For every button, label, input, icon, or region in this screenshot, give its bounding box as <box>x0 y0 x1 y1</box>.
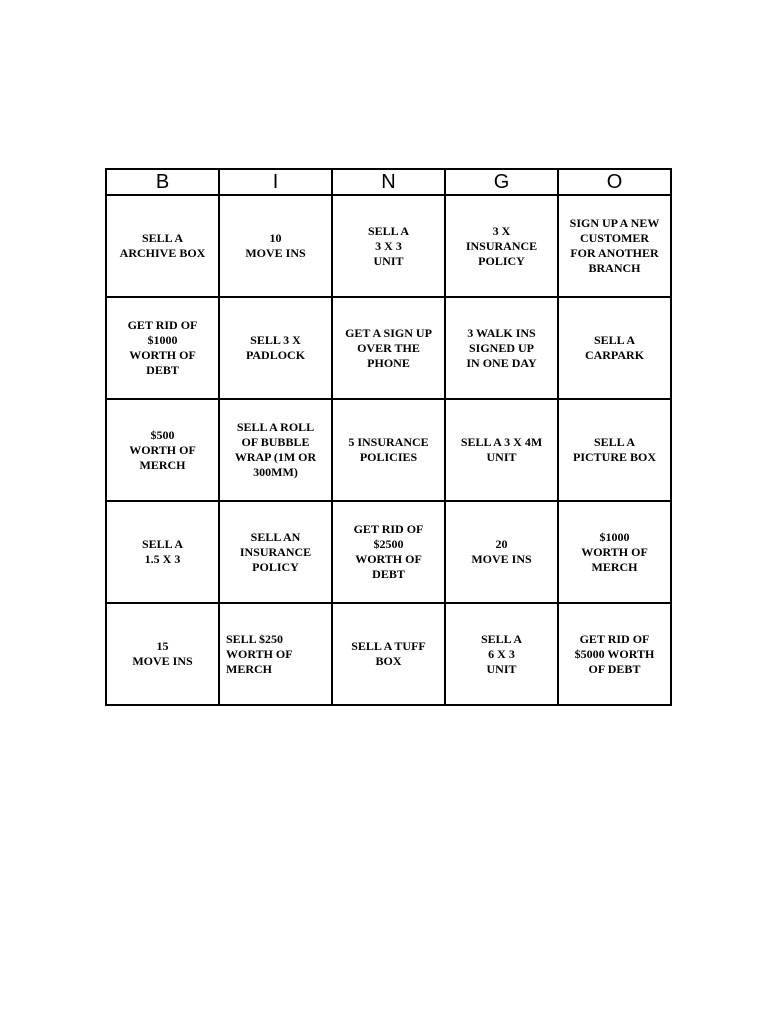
header-letter-g: G <box>445 169 558 195</box>
bingo-cell: SELL 3 X PADLOCK <box>219 297 332 399</box>
bingo-cell: GET RID OF $5000 WORTH OF DEBT <box>558 603 671 705</box>
header-letter-n: N <box>332 169 445 195</box>
bingo-cell: SELL A PICTURE BOX <box>558 399 671 501</box>
bingo-cell: SELL A 3 X 3 UNIT <box>332 195 445 297</box>
bingo-cell: 20 MOVE INS <box>445 501 558 603</box>
bingo-cell: 3 WALK INS SIGNED UP IN ONE DAY <box>445 297 558 399</box>
bingo-cell: SIGN UP A NEW CUSTOMER FOR ANOTHER BRANCH <box>558 195 671 297</box>
header-letter-b: B <box>106 169 219 195</box>
header-letter-i: I <box>219 169 332 195</box>
bingo-header-row <box>106 169 671 195</box>
bingo-row <box>106 195 671 297</box>
bingo-cell: 15 MOVE INS <box>106 603 219 705</box>
bingo-cell: GET RID OF $2500 WORTH OF DEBT <box>332 501 445 603</box>
header-letter-o: O <box>558 169 671 195</box>
bingo-cell: SELL A TUFF BOX <box>332 603 445 705</box>
bingo-cell: 3 X INSURANCE POLICY <box>445 195 558 297</box>
bingo-row <box>106 297 671 399</box>
bingo-cell: 5 INSURANCE POLICIES <box>332 399 445 501</box>
bingo-cell: GET RID OF $1000 WORTH OF DEBT <box>106 297 219 399</box>
bingo-cell: SELL A CARPARK <box>558 297 671 399</box>
bingo-cell: $500 WORTH OF MERCH <box>106 399 219 501</box>
bingo-cell: SELL AN INSURANCE POLICY <box>219 501 332 603</box>
bingo-cell: SELL A 1.5 X 3 <box>106 501 219 603</box>
bingo-cell: SELL $250 WORTH OF MERCH <box>219 603 332 705</box>
bingo-cell: SELL A ROLL OF BUBBLE WRAP (1M OR 300MM) <box>219 399 332 501</box>
bingo-cell: GET A SIGN UP OVER THE PHONE <box>332 297 445 399</box>
bingo-cell: 10 MOVE INS <box>219 195 332 297</box>
bingo-cell: SELL A ARCHIVE BOX <box>106 195 219 297</box>
bingo-cell: SELL A 3 X 4M UNIT <box>445 399 558 501</box>
bingo-cell: SELL A 6 X 3 UNIT <box>445 603 558 705</box>
bingo-cell: $1000 WORTH OF MERCH <box>558 501 671 603</box>
bingo-row <box>106 399 671 501</box>
bingo-row <box>106 603 671 705</box>
bingo-card <box>105 168 672 706</box>
bingo-row <box>106 501 671 603</box>
